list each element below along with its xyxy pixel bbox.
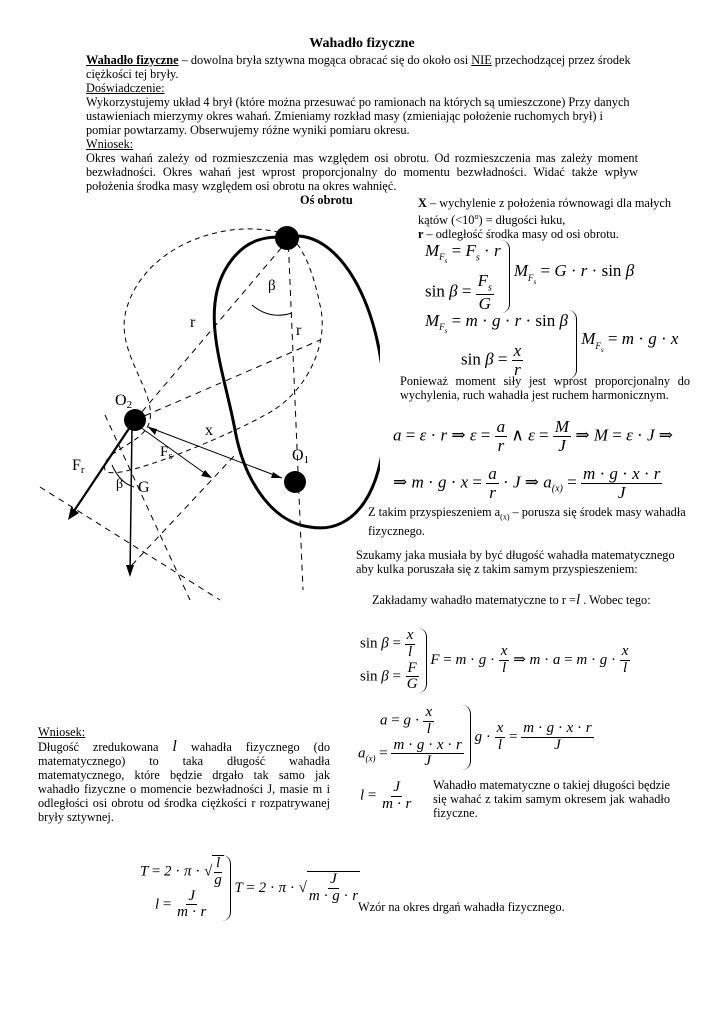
pendulum-diagram bbox=[30, 205, 380, 605]
experiment-heading: Doświadczenie: bbox=[86, 81, 165, 95]
def-x-text2: ) = długości łuku, bbox=[478, 213, 566, 228]
label-g: G bbox=[138, 479, 150, 496]
fs-vector bbox=[140, 427, 210, 477]
symbol-definitions bbox=[418, 196, 686, 241]
parallel-dashed-2 bbox=[105, 415, 190, 600]
experiment-text: Wykorzystujemy układ 4 brył (które można przesuwać po ramionach na których są umieszczone) Przy danych ustawieniach mierzymy okres wahań. Zmieniamy rozkład masy (zmieniając położenie ruchomych brył) i pomiar powtarzamy. Obserwujemy różne wyniki pomiaru okresu. bbox=[86, 95, 630, 137]
conclusion2-l: l bbox=[172, 738, 177, 755]
conclusion2-text bbox=[38, 740, 330, 824]
definition-text-b: przechodzącej przez środek ciężkości tej bryły. bbox=[86, 53, 631, 81]
assume-text-a: Zakładamy wahadło matematyczne to r = bbox=[372, 593, 576, 607]
math-pendulum-text: Wahadło matematyczne o takiej długości będzie się wahać z takim samym okresem jak wahadło fizyczne. bbox=[433, 778, 670, 820]
parallel-dashed-3 bbox=[132, 455, 235, 565]
search-text bbox=[356, 548, 676, 576]
definition-text-a: – dowolna bryła sztywna mogąca obracać się do około osi bbox=[178, 53, 472, 67]
o1-point bbox=[284, 471, 306, 493]
assume-text-b: . Wobec tego: bbox=[580, 593, 651, 607]
def-r-text: – odległość środka masy od osi obrotu. bbox=[423, 227, 619, 242]
label-beta-bottom: β bbox=[116, 477, 124, 492]
pivot-point bbox=[275, 226, 299, 250]
fr-arrowhead bbox=[68, 507, 79, 520]
axis-line bbox=[288, 235, 303, 590]
acceleration-text bbox=[368, 505, 688, 538]
label-r-left: r bbox=[190, 314, 196, 331]
label-fs: $F_s$ bbox=[160, 444, 173, 462]
label-r-right: r bbox=[296, 322, 302, 339]
harmonic-text: Ponieważ moment siły jest wprost proporcjonalny do wychylenia, ruch wahadła jest ruchem harmonicznym. bbox=[400, 374, 690, 402]
secondary-dashed-line bbox=[135, 340, 320, 420]
equation-period: T = 2 · π · √ $\frac{l}{g}$ l = $\frac{J}{m \cdot r}$ T = 2 · π · √ $\frac{J}{m \cdot g \cdot r}$ bbox=[140, 855, 359, 921]
g-arrowhead bbox=[126, 565, 134, 577]
equation-reduced-length: l = $\frac{J}{m \cdot r}$ bbox=[360, 779, 412, 812]
conclusion2-text-b: wahadła fizycznego (do matematycznego) to taka długość wahadła matematycznego, które będzie drgało tak samo jak wahadło fizyczne o momencie bezwładności J, masie m i odległości osi obrotu od środka ciężkości r rozpatrywanej bryły sztywnej. bbox=[38, 740, 330, 824]
conclusion1-heading: Wniosek: bbox=[86, 137, 134, 151]
label-beta-top: β bbox=[268, 278, 276, 294]
period-text: Wzór na okres drgań wahadła fizycznego. bbox=[358, 900, 565, 914]
o2-point bbox=[124, 409, 146, 431]
label-fr: Fr bbox=[72, 457, 85, 476]
assume-text bbox=[372, 593, 692, 607]
accel-text-a: Z takim przyspieszeniem a bbox=[368, 505, 501, 519]
page-title: Wahadło fizyczne bbox=[309, 36, 415, 51]
label-o1: O1 bbox=[292, 447, 310, 466]
x-arrowhead bbox=[271, 472, 282, 478]
accel-sub: (x) bbox=[500, 512, 510, 522]
equation-moment-2: $M_{F_s} = m \cdot g \cdot r \cdot \sin \beta$ sin β = $\frac{x}{r}$ $M_{F_s} = m \cdot g \cdot x$ bbox=[425, 311, 679, 380]
g-vector bbox=[130, 427, 132, 575]
search-text-content: Szukamy jaka musiała by być długość wahadła matematycznego aby kulka poruszała się z takim samym przyspieszeniem: bbox=[356, 548, 675, 576]
assume-l: l bbox=[575, 592, 581, 608]
radius-line-left bbox=[135, 240, 288, 420]
equation-math-pendulum: sin β = $\frac{x}{l}$ sin β = $\frac{F}{G}$ F = m · g · $\frac{x}{l}$ ⇒ m · a = m · g · $\frac{x}{l}$ bbox=[360, 627, 629, 693]
conclusion2-text-a: Długość zredukowana bbox=[38, 740, 173, 754]
definition-paragraph bbox=[86, 53, 638, 81]
equation-moment-1: $M_{F_s} = F_s \cdot r$ sin β = $\frac{F_s}{G}$ $M_{F_s} = G \cdot r \cdot \sin \beta$ bbox=[425, 241, 635, 314]
equation-acceleration-compare: a = g · $\frac{x}{l}$ $a_{(x)}$ = $\frac{m \cdot g \cdot x \cdot r}{J}$ g · $\frac{x}{l}$ = $\frac{m \cdot g \cdot x \cdot r}{J}$ bbox=[358, 704, 592, 770]
label-x: x bbox=[205, 422, 213, 439]
def-x-label: X bbox=[418, 196, 427, 210]
definition-term: Wahadło fizyczne bbox=[86, 53, 179, 67]
definition-nie: NIE bbox=[471, 53, 492, 67]
axis-label: Oś obrotu bbox=[300, 193, 353, 207]
beta-arc-top bbox=[252, 305, 292, 315]
conclusion2-heading: Wniosek: bbox=[38, 725, 86, 739]
conclusion1-text: Okres wahań zależy od rozmieszczenia mas względem osi obrotu. Od rozmieszczenia mas zależy moment bezwładności. Okres wahań jest wprost proporcjonalny do momentu bezwładności. Widać także wpływ położenia środka masy względem osi obrotu na okres wahnięć. bbox=[86, 151, 638, 193]
accel-text-b: – porusza się środek masy wahadła fizycznego. bbox=[368, 505, 686, 539]
def-x-text: – wychylenie z położenia równowagi dla małych kątów (<10 bbox=[418, 196, 672, 228]
label-o2: O2 bbox=[115, 392, 133, 411]
rotated-outline bbox=[105, 229, 323, 473]
def-x-deg: o bbox=[474, 212, 479, 221]
equation-chain-1: a = ε · r ⇒ ε = $\frac{a}{r}$ ∧ ε = $\frac{M}{J}$ ⇒ M = ε · J ⇒ bbox=[393, 417, 673, 455]
equation-chain-2: ⇒ m · g · x = $\frac{a}{r}$ · J ⇒ $a_{(x)}$ = $\frac{m \cdot g \cdot x \cdot r}{J}$ bbox=[393, 464, 661, 502]
def-r-label: r bbox=[418, 227, 424, 242]
